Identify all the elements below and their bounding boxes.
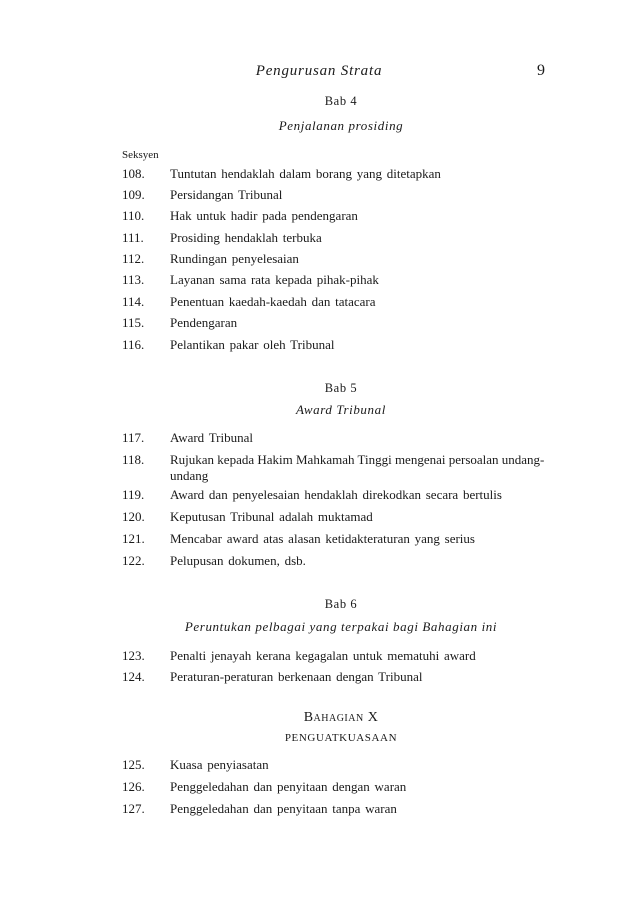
section-number: 113. [122, 272, 145, 287]
section-number: 111. [122, 230, 144, 245]
part-heading-word: Bahagian [303, 710, 364, 725]
chapter-6-heading: Bab 6 [324, 597, 358, 611]
section-title: Rundingan penyelesaian [170, 251, 299, 266]
section-title: Mencabar award atas alasan ketidakteraturan yang serius [170, 531, 475, 546]
list-item [122, 430, 562, 446]
list-item [122, 251, 562, 267]
section-title: Tuntutan hendaklah dalam borang yang ditetapkan [170, 166, 441, 181]
chapter-5-title: Award Tribunal [296, 402, 386, 417]
section-title: Penggeledahan dan penyitaan dengan waran [170, 779, 407, 794]
section-title: Pelantikan pakar oleh Tribunal [170, 337, 335, 352]
section-title: Award Tribunal [170, 430, 254, 445]
section-title: Peraturan-peraturan berkenaan dengan Tribunal [170, 669, 423, 684]
list-item [122, 509, 562, 525]
chapter-4-heading: Bab 4 [324, 94, 358, 108]
section-number: 120. [122, 509, 145, 524]
section-number: 117. [122, 430, 145, 445]
section-number: 124. [122, 669, 145, 684]
chapter-6-title: Peruntukan pelbagai yang terpakai bagi Bahagian ini [184, 619, 498, 634]
section-title: Hak untuk hadir pada pendengaran [170, 208, 358, 223]
list-item [122, 553, 562, 569]
section-number: 112. [122, 251, 145, 266]
seksyen-label: Seksyen [122, 149, 159, 161]
chapter-5-heading: Bab 5 [324, 381, 358, 395]
section-title: Layanan sama rata kepada pihak-pihak [170, 272, 379, 287]
list-item [122, 337, 562, 353]
section-number: 121. [122, 531, 145, 546]
section-number: 116. [122, 337, 145, 352]
list-item [122, 669, 562, 685]
section-title: Pelupusan dokumen, dsb. [170, 553, 306, 568]
running-title: Pengurusan Strata [255, 63, 383, 79]
list-item [122, 487, 562, 503]
chapter-4-title: Penjalanan prosiding [278, 118, 404, 133]
list-item [122, 648, 562, 664]
section-number: 110. [122, 208, 145, 223]
section-number: 114. [122, 294, 145, 309]
section-title: Keputusan Tribunal adalah muktamad [170, 509, 373, 524]
list-item [122, 272, 562, 288]
list-item [122, 801, 562, 817]
section-title: Rujukan kepada Hakim Mahkamah Tinggi mengenai persoalan undang-undang [170, 452, 545, 483]
list-item [122, 531, 562, 547]
list-item [122, 452, 562, 484]
section-title: Persidangan Tribunal [170, 187, 283, 202]
section-title: Award dan penyelesaian hendaklah direkodkan secara bertulis [170, 487, 502, 502]
section-number: 119. [122, 487, 145, 502]
section-number: 118. [122, 452, 145, 467]
list-item [122, 757, 562, 773]
section-title: Kuasa penyiasatan [170, 757, 269, 772]
section-title: Prosiding hendaklah terbuka [170, 230, 322, 245]
part-heading [0, 710, 638, 726]
part-title: PENGUATKUASAAN [284, 732, 398, 744]
list-item [122, 166, 562, 182]
section-number: 122. [122, 553, 145, 568]
section-number: 109. [122, 187, 145, 202]
part-heading-numeral: X [367, 710, 379, 725]
section-title: Pendengaran [170, 315, 238, 330]
section-number: 115. [122, 315, 145, 330]
section-title: Penalti jenayah kerana kegagalan untuk mematuhi award [170, 648, 476, 663]
page-number: 9 [537, 62, 545, 79]
section-title: Penggeledahan dan penyitaan tanpa waran [170, 801, 397, 816]
section-number: 125. [122, 757, 145, 772]
list-item [122, 187, 562, 203]
section-number: 108. [122, 166, 145, 181]
list-item [122, 315, 562, 331]
list-item [122, 294, 562, 310]
section-number: 123. [122, 648, 145, 663]
section-title: Penentuan kaedah-kaedah dan tatacara [170, 294, 376, 309]
section-number: 127. [122, 801, 145, 816]
list-item [122, 779, 562, 795]
list-item [122, 208, 562, 224]
section-number: 126. [122, 779, 145, 794]
list-item [122, 230, 562, 246]
